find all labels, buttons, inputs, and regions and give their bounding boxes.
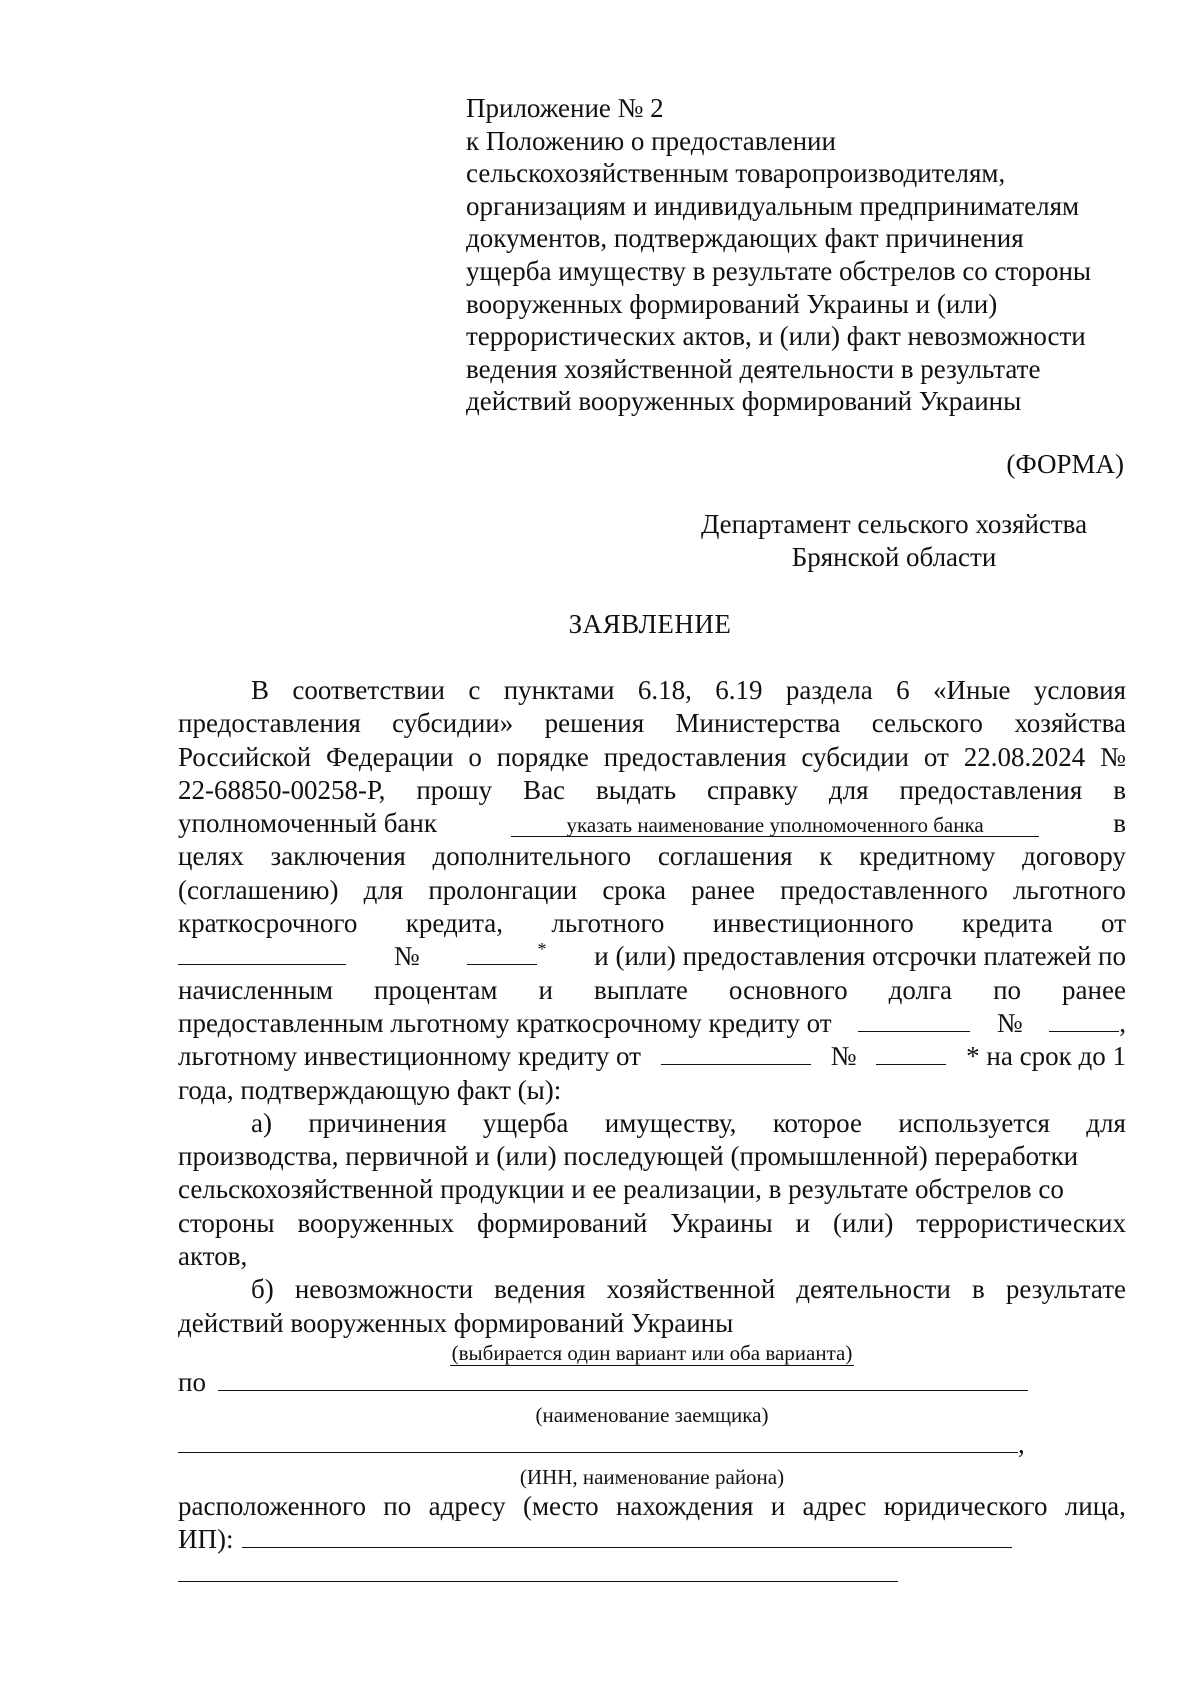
address-continuation-line bbox=[178, 1559, 1126, 1595]
word: дополнительного bbox=[432, 841, 632, 872]
address-fill-line bbox=[178, 1523, 1126, 1559]
word: Украины bbox=[670, 1207, 773, 1238]
word: Министерства bbox=[675, 708, 841, 739]
word: вооруженных bbox=[297, 1207, 455, 1238]
number-sign: № bbox=[393, 941, 420, 972]
paragraph-line bbox=[178, 674, 1126, 707]
paragraph-line bbox=[178, 741, 1126, 774]
investment-credit-line bbox=[178, 1040, 1126, 1073]
word: и bbox=[770, 1490, 786, 1521]
word: ущерба bbox=[482, 1107, 569, 1138]
word: б) bbox=[251, 1274, 274, 1305]
number-sign: № bbox=[830, 1041, 857, 1072]
address-line bbox=[178, 1490, 1126, 1523]
borrower-name-field[interactable] bbox=[218, 1368, 1028, 1391]
bank-line bbox=[178, 807, 1126, 840]
word: Федерации bbox=[325, 741, 454, 772]
word: долга bbox=[888, 974, 953, 1005]
comma: , bbox=[1018, 1428, 1025, 1459]
word: расположенного bbox=[178, 1490, 366, 1521]
word: результате bbox=[1005, 1274, 1126, 1305]
word: которое bbox=[772, 1107, 862, 1138]
word: для bbox=[828, 774, 869, 805]
item-a-line: производства, первичной и (или) последующей (промышленной) переработки bbox=[178, 1141, 1079, 1172]
word: в bbox=[971, 1274, 985, 1305]
appendix-line: к Положению о предоставлении bbox=[466, 125, 836, 156]
word: причинения bbox=[308, 1107, 447, 1138]
appendix-line: документов, подтверждающих факт причинения bbox=[466, 223, 1024, 254]
item-a-line bbox=[178, 1207, 1126, 1240]
appendix-line: террористических актов, и (или) факт невозможности bbox=[466, 321, 1086, 352]
appendix-line: Приложение № 2 bbox=[466, 93, 664, 123]
paragraph-line bbox=[178, 907, 1126, 940]
word: Российской bbox=[178, 741, 312, 772]
appendix-header bbox=[466, 92, 1166, 418]
word: от bbox=[923, 741, 949, 772]
word: ранее bbox=[691, 874, 756, 905]
word: 22.08.2024 bbox=[963, 741, 1086, 772]
word: ведения bbox=[494, 1274, 586, 1305]
footnote-star: * bbox=[966, 1041, 980, 1072]
bank-name-field[interactable]: указать наименование уполномоченного банка bbox=[511, 814, 1039, 837]
word: инвестиционного bbox=[712, 908, 914, 939]
word: № bbox=[1100, 741, 1126, 772]
word: кредита bbox=[962, 908, 1053, 939]
word: и bbox=[538, 974, 553, 1005]
number-sign: № bbox=[996, 1007, 1023, 1038]
word: адрес bbox=[802, 1490, 867, 1521]
inn-hint: (ИНН, наименование района) bbox=[519, 1464, 785, 1489]
word: прошу bbox=[416, 774, 493, 805]
word: целях bbox=[178, 841, 244, 872]
word: хозяйства bbox=[1014, 708, 1126, 739]
word: нахождения bbox=[615, 1490, 754, 1521]
word: по bbox=[383, 1490, 412, 1521]
word: 6.19 bbox=[715, 675, 763, 705]
word: начисленным bbox=[178, 974, 333, 1005]
word: соглашения bbox=[657, 841, 793, 872]
word: террористических bbox=[916, 1207, 1126, 1238]
word: 6.18, bbox=[637, 675, 692, 705]
word: лица, bbox=[1064, 1490, 1126, 1521]
word: сельского bbox=[871, 708, 983, 739]
word: кредита, bbox=[405, 908, 503, 939]
word: 22-68850-00258-Р, bbox=[178, 774, 386, 805]
appendix-line: организациям и индивидуальным предпринимателям bbox=[466, 190, 1080, 221]
paragraph-line: года, подтверждающую факт (ы): bbox=[178, 1074, 562, 1105]
appendix-line: сельскохозяйственным товаропроизводителям, bbox=[466, 158, 1006, 189]
item-b-line bbox=[178, 1273, 1126, 1306]
address-field-continued[interactable] bbox=[178, 1559, 898, 1582]
addressee-block bbox=[694, 508, 1094, 574]
word: ранее bbox=[1062, 974, 1126, 1005]
item-a-line bbox=[178, 1107, 1126, 1140]
inn-district-field[interactable] bbox=[178, 1430, 1018, 1453]
word: субсидии bbox=[801, 741, 909, 772]
word: договору bbox=[1022, 841, 1126, 872]
document-title: ЗАЯВЛЕНИЕ bbox=[568, 609, 732, 639]
word: соответствии bbox=[292, 675, 445, 705]
word: предоставления bbox=[603, 741, 787, 772]
line-text: на срок до 1 bbox=[986, 1041, 1126, 1072]
word: пролонгации bbox=[428, 874, 578, 905]
word: Вас bbox=[523, 774, 566, 805]
footnote-star: * bbox=[537, 939, 547, 960]
appendix-line: вооруженных формирований Украины и (или) bbox=[466, 288, 998, 319]
word: порядке bbox=[496, 741, 589, 772]
word: и bbox=[795, 1207, 811, 1238]
application-body bbox=[178, 674, 1126, 1595]
comma: , bbox=[1119, 1007, 1126, 1038]
word: в bbox=[1113, 774, 1126, 805]
addressee-line-1: Департамент сельского хозяйства bbox=[700, 509, 1088, 539]
word: условия bbox=[1033, 675, 1126, 705]
word: выдать bbox=[596, 774, 677, 805]
credit-date-field[interactable] bbox=[178, 944, 346, 965]
po-label: по bbox=[178, 1366, 206, 1397]
word: решения bbox=[544, 708, 645, 739]
word: для bbox=[1086, 1107, 1126, 1138]
word: хозяйственной bbox=[606, 1274, 776, 1305]
appendix-line: ведения хозяйственной деятельности в результате bbox=[466, 353, 1041, 384]
investment-date-field[interactable] bbox=[661, 1044, 811, 1065]
paragraph-line bbox=[178, 774, 1126, 807]
word: 6 bbox=[896, 675, 910, 705]
word: «Иные bbox=[932, 675, 1011, 705]
choice-hint: (выбирается один вариант или оба варианта) bbox=[451, 1340, 853, 1365]
short-term-credit-line bbox=[178, 1007, 1126, 1040]
word: заключения bbox=[270, 841, 406, 872]
word: деятельности bbox=[796, 1274, 951, 1305]
item-b-line: действий вооруженных формирований Украины bbox=[178, 1307, 734, 1338]
paragraph-line bbox=[178, 840, 1126, 873]
word: имуществу, bbox=[604, 1107, 737, 1138]
short-term-number-field[interactable] bbox=[1049, 1011, 1119, 1032]
word: о bbox=[468, 741, 482, 772]
word: справку bbox=[707, 774, 798, 805]
word: (соглашению) bbox=[178, 874, 339, 905]
line-text: и (или) предоставления отсрочки платежей по bbox=[594, 941, 1126, 972]
word: В bbox=[251, 675, 270, 705]
word: с bbox=[468, 675, 481, 705]
word: предоставленного bbox=[780, 874, 988, 905]
word: выплате bbox=[593, 974, 688, 1005]
word: основного bbox=[728, 974, 848, 1005]
line-text: льготному инвестиционному кредиту от bbox=[178, 1041, 641, 1072]
credit-number-field[interactable] bbox=[467, 944, 537, 965]
word: (место bbox=[522, 1490, 599, 1521]
form-label: (ФОРМА) bbox=[1006, 449, 1124, 479]
word: субсидии» bbox=[392, 708, 514, 739]
word: невозможности bbox=[294, 1274, 474, 1305]
line-text: предоставленным льготному краткосрочному кредиту от bbox=[178, 1007, 832, 1038]
word: срока bbox=[602, 874, 667, 905]
word: формирований bbox=[477, 1207, 648, 1238]
ip-label: ИП): bbox=[178, 1524, 234, 1555]
item-a-line: актов, bbox=[178, 1241, 248, 1272]
word: льготного bbox=[1012, 874, 1126, 905]
word: используется bbox=[898, 1107, 1050, 1138]
paragraph-line bbox=[178, 707, 1126, 740]
word: для bbox=[363, 874, 404, 905]
short-term-date-field[interactable] bbox=[858, 1011, 970, 1032]
credit-date-line bbox=[178, 940, 1126, 973]
word: к bbox=[819, 841, 833, 872]
word: стороны bbox=[178, 1207, 275, 1238]
word: от bbox=[1101, 908, 1126, 939]
word: краткосрочного bbox=[178, 908, 358, 939]
borrower-hint: (наименование заемщика) bbox=[535, 1402, 769, 1427]
bank-line-end: в bbox=[1113, 808, 1126, 839]
address-field[interactable] bbox=[242, 1525, 1012, 1548]
word: кредитному bbox=[859, 841, 996, 872]
word: по bbox=[993, 974, 1022, 1005]
addressee-line-2: Брянской области bbox=[791, 542, 997, 572]
word: процентам bbox=[373, 974, 498, 1005]
inn-line bbox=[178, 1428, 1126, 1464]
bank-label: уполномоченный банк bbox=[178, 808, 437, 839]
word: (или) bbox=[832, 1207, 894, 1238]
paragraph-line bbox=[178, 974, 1126, 1007]
word: а) bbox=[251, 1107, 272, 1138]
appendix-line: ущерба имуществу в результате обстрелов со стороны bbox=[466, 255, 1092, 286]
word: предоставления bbox=[178, 708, 361, 739]
paragraph-line bbox=[178, 874, 1126, 907]
item-a-line: сельскохозяйственной продукции и ее реализации, в результате обстрелов со bbox=[178, 1174, 1064, 1205]
word: предоставления bbox=[899, 774, 1083, 805]
appendix-line: действий вооруженных формирований Украины bbox=[466, 386, 1022, 417]
investment-number-field[interactable] bbox=[876, 1044, 946, 1065]
word: раздела bbox=[785, 675, 873, 705]
borrower-line bbox=[178, 1366, 1126, 1402]
word: адресу bbox=[428, 1490, 506, 1521]
word: пунктами bbox=[503, 675, 615, 705]
word: юридического bbox=[883, 1490, 1048, 1521]
word: льготного bbox=[551, 908, 665, 939]
